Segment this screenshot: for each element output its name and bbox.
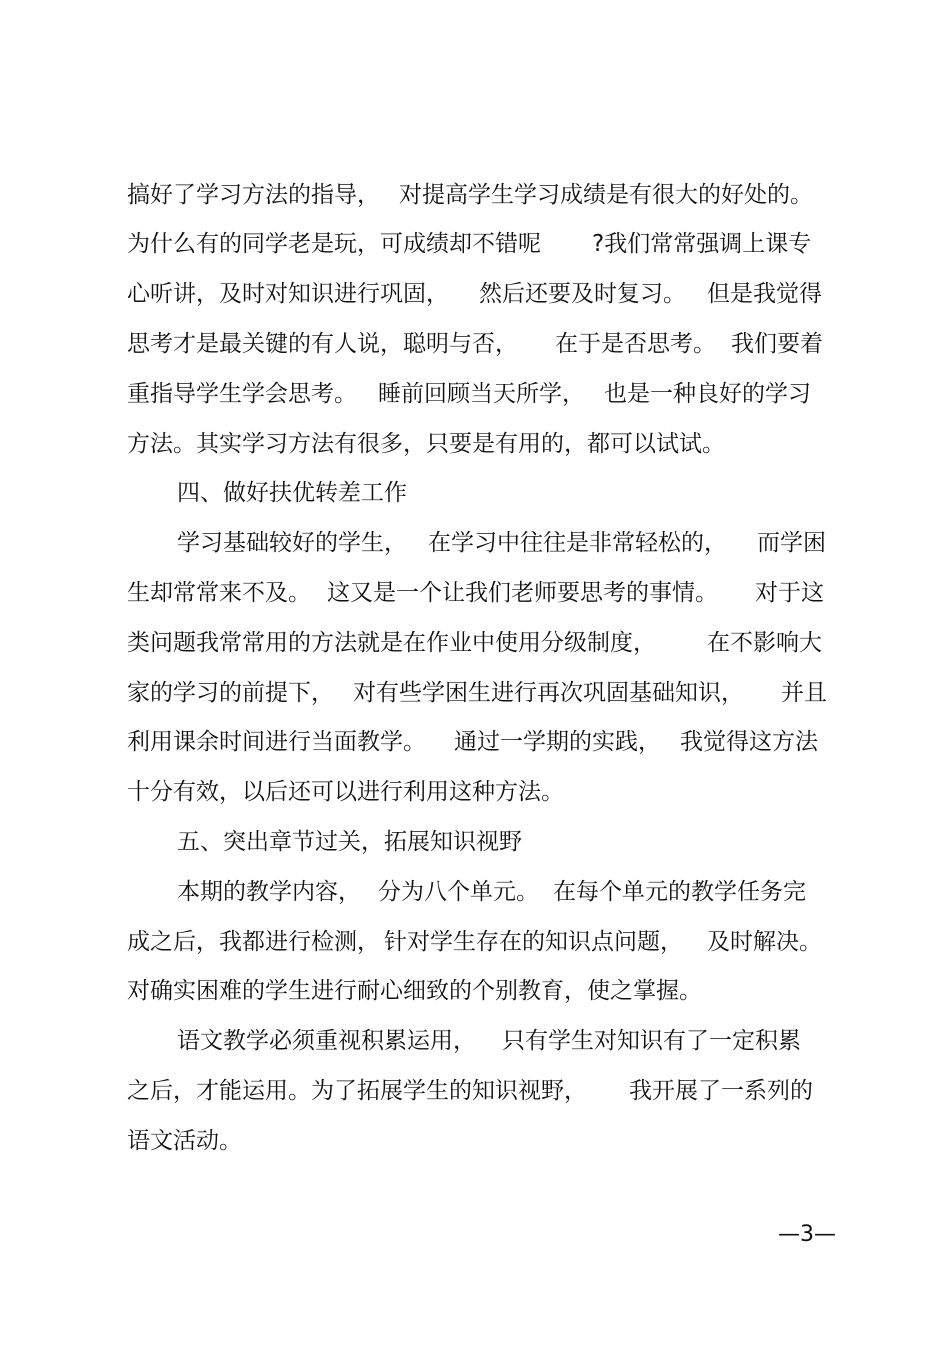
text-segment: 并且 (781, 680, 827, 706)
text-line (0, 424, 950, 464)
text-line (0, 224, 950, 264)
text-segment: 通过一学期的实践， (454, 729, 661, 755)
text-segment: 成之后，我都进行检测， (127, 929, 380, 955)
text-line (0, 922, 950, 962)
text-segment: 分为八个单元。 (378, 879, 539, 905)
text-segment: 睡前回顾当天所学， (378, 381, 585, 407)
text-segment: 生却常常来不及。 (127, 580, 311, 606)
text-segment: 我觉得这方法 (680, 729, 818, 755)
text-segment: 而学困 (757, 530, 826, 556)
text-line (0, 673, 950, 713)
text-segment: 语文活动。 (127, 1128, 242, 1154)
text-segment: 十分有效，以后还可以进行利用这种方法。 (127, 779, 564, 805)
section-heading-text: 四、做好扶优转差工作 (177, 480, 407, 506)
text-segment: 利用课余时间进行当面教学。 (127, 729, 426, 755)
text-segment: 本期的教学内容， (177, 879, 361, 905)
text-segment: 在每个单元的教学任务完 (553, 879, 806, 905)
text-line (0, 623, 950, 663)
text-line (0, 872, 950, 912)
text-segment: 重指导学生学会思考。 (127, 381, 357, 407)
section-heading-text: 五、突出章节过关，拓展知识视野 (177, 829, 522, 855)
text-segment: 学习基础较好的学生， (177, 530, 407, 556)
page-number: —3— (778, 1222, 836, 1247)
text-segment: ?我们常常强调上课专 (592, 231, 812, 257)
text-segment: 针对学生存在的知识点问题， (384, 929, 683, 955)
text-segment: 然后还要及时复习。 (479, 281, 686, 307)
text-line (0, 1021, 950, 1061)
text-segment: 我开展了一系列的 (629, 1078, 813, 1104)
text-line (0, 722, 950, 762)
section-heading (0, 822, 950, 862)
text-segment: 对确实困难的学生进行耐心细致的个别教育，使之掌握。 (127, 978, 702, 1004)
text-line (0, 971, 950, 1011)
text-segment: 类问题我常常用的方法就是在作业中使用分级制度， (127, 630, 656, 656)
text-segment: 这又是一个让我们老师要思考的事情。 (327, 580, 718, 606)
text-line (0, 1121, 950, 1161)
text-segment: 在于是否思考。 (555, 331, 716, 357)
text-line (0, 175, 950, 215)
text-segment: 心听讲，及时对知识进行巩固， (127, 281, 449, 307)
text-segment: 对提高学生学习成绩是有很大的好处的。 (399, 182, 813, 208)
text-segment: 搞好了学习方法的指导， (127, 182, 380, 208)
text-segment: 但是我觉得 (707, 281, 822, 307)
text-segment: 为什么有的同学老是玩，可成绩却不错呢 (127, 231, 541, 257)
text-line (0, 1071, 950, 1111)
text-segment: 方法。其实学习方法有很多，只要是有用的，都可以试试。 (127, 431, 725, 457)
text-line (0, 772, 950, 812)
text-segment: 家的学习的前提下， (127, 680, 334, 706)
text-segment: 在不影响大 (707, 630, 822, 656)
text-line (0, 523, 950, 563)
section-heading (0, 473, 950, 513)
text-segment: 我们要着 (731, 331, 823, 357)
text-segment: 也是一种良好的学习 (604, 381, 811, 407)
text-segment: 思考才是最关键的有人说，聪明与否， (127, 331, 518, 357)
text-line (0, 274, 950, 314)
text-segment: 对于这 (755, 580, 824, 606)
text-segment: 在学习中往往是非常轻松的， (428, 530, 727, 556)
text-segment: 对有些学困生进行再次巩固基础知识， (353, 680, 744, 706)
text-line (0, 324, 950, 364)
text-line (0, 573, 950, 613)
text-segment: 之后，才能运用。为了拓展学生的知识视野， (127, 1078, 587, 1104)
text-segment: 只有学生对知识有了一定积累 (502, 1028, 801, 1054)
text-segment: 语文教学必须重视积累运用， (177, 1028, 476, 1054)
text-line (0, 374, 950, 414)
text-segment: 及时解决。 (707, 929, 822, 955)
